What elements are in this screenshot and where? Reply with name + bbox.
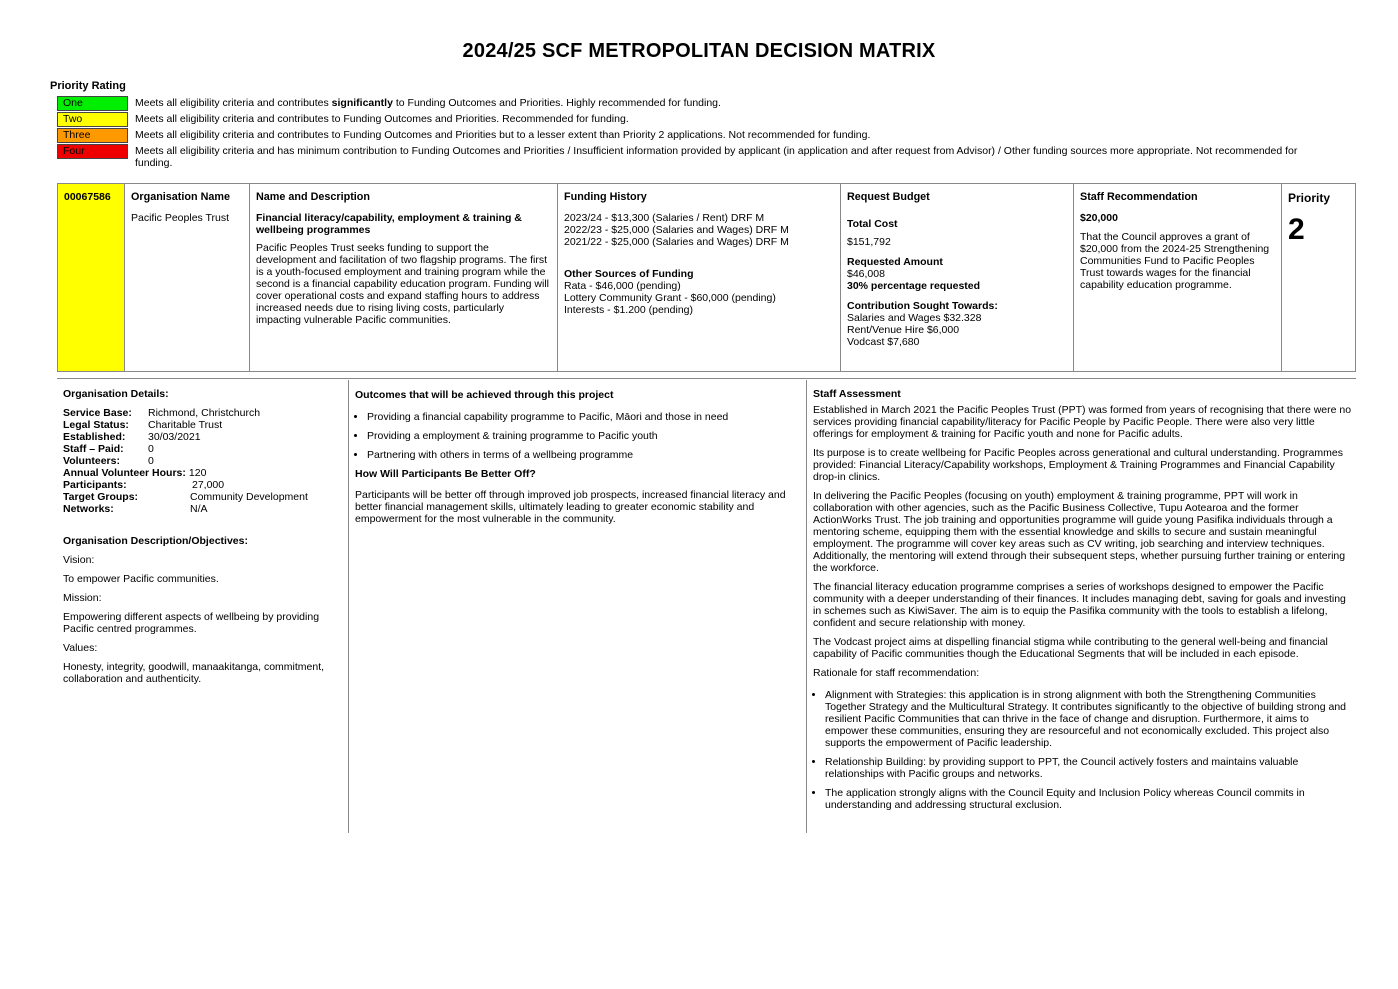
- priority-value: 2: [1288, 213, 1305, 246]
- other-source-item: Lottery Community Grant - $60,000 (pending): [564, 292, 776, 304]
- objectives-heading: Organisation Description/Objectives:: [63, 535, 248, 547]
- better-off-text: Participants will be better off through improved job prospects, increased financial literacy and better financial management skills, ultimately leading to greater economic stability and empowerment for the most vulnerable in the community.: [355, 489, 786, 525]
- funding-history-item: 2023/24 - $13,300 (Salaries / Rent) DRF M: [564, 212, 765, 224]
- detail-value: N/A: [190, 503, 208, 515]
- rationale-item: • Alignment with Strategies: this application is in strong alignment with both the Strengthening Communities Together Strategy and the Multicultural Strategy. It contributes significantly to the objective of building strong and resilient Pacific Communities that can thrive in the face of change and disruption. Furthermore, it aims to empower these communities, ensuring they are resourceful and not economically excluded. This project also supports the empowerment of Pacific leadership.: [825, 689, 1353, 749]
- name-description-header: Name and Description: [256, 191, 370, 203]
- outcome-item: • Providing a employment & training programme to Pacific youth: [367, 430, 795, 442]
- assessment-paragraph: Established in March 2021 the Pacific Peoples Trust (PPT) was formed from years of recognising that there were no services providing financial capability/literacy for Pacific People by Pacific People. There were also very little offerings for employment & training for Pacific youth and none for Pacific adults.: [813, 404, 1352, 440]
- rationale-item: • Relationship Building: by providing support to PPT, the Council actively fosters and maintains valuable relationships with Pacific groups and networks.: [825, 756, 1353, 780]
- detail-value: 30/03/2021: [148, 431, 201, 443]
- better-off-heading: How Will Participants Be Better Off?: [355, 468, 536, 480]
- organisation-name-header: Organisation Name: [131, 191, 230, 203]
- page-title: 2024/25 SCF METROPOLITAN DECISION MATRIX: [462, 40, 936, 62]
- priority-description: Meets all eligibility criteria and contributes to Funding Outcomes and Priorities but to a lesser extent than Priority 2 applications. Not recommended for funding.: [135, 129, 871, 141]
- detail-value: 0: [148, 455, 154, 467]
- funding-history-header: Funding History: [564, 191, 647, 203]
- detail-label: Established:: [63, 431, 126, 443]
- organisation-cell: [125, 184, 250, 371]
- priority-legend-row: [57, 144, 1317, 169]
- contribution-item: Vodcast $7,680: [847, 336, 920, 348]
- description-cell: [250, 184, 558, 371]
- detail-label: Annual Volunteer Hours:: [63, 467, 186, 479]
- column-divider: [806, 380, 807, 833]
- vision-label: Vision:: [63, 554, 95, 566]
- detail-value: 0: [148, 443, 154, 455]
- outcomes-panel: [355, 389, 795, 525]
- priority-swatch-four: Four: [57, 144, 128, 159]
- staff-recommendation-amount: $20,000: [1080, 212, 1118, 224]
- assessment-paragraph: The Vodcast project aims at dispelling financial stigma while contributing to the general well-being and financial capability of Pacific communities though the Educational Segments that will be included in each episode.: [813, 636, 1328, 660]
- staff-recommendation-text: That the Council approves a grant of $20,000 from the 2024-25 Strengthening Communities Fund to Pacific Peoples Trust towards wages for the financial capability education programme.: [1080, 231, 1270, 291]
- detail-row: [63, 431, 338, 443]
- detail-label: Staff – Paid:: [63, 443, 124, 455]
- organisation-details-panel: [63, 388, 338, 692]
- staff-recommendation-cell: [1074, 184, 1282, 371]
- requested-amount-label: Requested Amount: [847, 256, 943, 268]
- detail-label: Target Groups:: [63, 491, 139, 503]
- rationale-label: Rationale for staff recommendation:: [813, 667, 980, 679]
- priority-description: Meets all eligibility criteria and has minimum contribution to Funding Outcomes and Priorities / Insufficient information provided by applicant (in application and after request from Advisor) / Other funding sources more appropriate. Not recommended for funding.: [135, 145, 1298, 169]
- priority-description: [135, 96, 721, 109]
- values-text: Honesty, integrity, goodwill, manaakitanga, commitment, collaboration and authenticity.: [63, 661, 325, 685]
- priority-description: Meets all eligibility criteria and contributes to Funding Outcomes and Priorities. Recommended for funding.: [135, 113, 629, 125]
- detail-row: [63, 503, 338, 515]
- funding-cell: [558, 184, 841, 371]
- requested-amount-value: $46,008: [847, 268, 885, 280]
- priority-swatch-two: Two: [57, 112, 128, 127]
- priority-description-emphasis: significantly: [331, 97, 393, 109]
- outcome-item: • Partnering with others in terms of a wellbeing programme: [367, 449, 795, 461]
- vision-text: To empower Pacific communities.: [63, 573, 219, 585]
- priority-swatch-one: One: [57, 96, 128, 111]
- assessment-paragraph: Its purpose is to create wellbeing for Pacific Peoples across generational and cultural understanding. Programmes provided: Financial Literacy/Capability workshops, Employment & Training Programmes and Financial Capability drop-in clinics.: [813, 447, 1343, 483]
- contribution-label: Contribution Sought Towards:: [847, 300, 998, 312]
- funding-history-item: 2022/23 - $25,000 (Salaries and Wages) DRF M: [564, 224, 789, 236]
- priority-legend-row: [57, 112, 1317, 127]
- funding-history-item: 2021/22 - $25,000 (Salaries and Wages) DRF M: [564, 236, 789, 248]
- rationale-list: [813, 689, 1353, 811]
- assessment-paragraph: In delivering the Pacific Peoples (focusing on youth) employment & training programme, PPT will work in collaboration with other agencies, such as the Pacific Business Collective, Tupu Aotearoa and the former ActionWorks Trust. The job training and opportunities programme will guide young Pasifika individuals through a mentoring scheme, equipping them with the essential knowledge and skills to secure and sustain meaningful employment. The programme will cover key areas such as CV writing, job searching and interview techniques. Additionally, the mentoring will extend through their subsequent steps, whether pursuing further training or entering the workforce.: [813, 490, 1346, 574]
- organisation-details-heading: Organisation Details:: [63, 388, 169, 400]
- priority-description-text: Meets all eligibility criteria and contributes: [135, 97, 332, 109]
- detail-value: Charitable Trust: [148, 419, 223, 431]
- detail-label: Service Base:: [63, 407, 132, 419]
- detail-row: [63, 443, 338, 455]
- project-description: Pacific Peoples Trust seeks funding to support the development and facilitation of two flagship programs. The first is a youth-focused employment and training program while the second is a financial capability education program. Funding will cover operational costs and expand staffing hours to address increased needs due to rising living costs, particularly impacting vulnerable Pacific communities.: [256, 242, 549, 326]
- priority-header: Priority: [1288, 191, 1331, 205]
- detail-label: Participants:: [63, 479, 127, 491]
- outcomes-list: [355, 411, 795, 461]
- priority-rating-heading: Priority Rating: [50, 80, 126, 92]
- detail-row: [63, 419, 338, 431]
- priority-legend: [57, 96, 1317, 170]
- rationale-item: • The application strongly aligns with the Council Equity and Inclusion Policy whereas Council commits in understanding and addressing structural exclusion.: [825, 787, 1353, 811]
- other-source-item: Rata - $46,000 (pending): [564, 280, 681, 292]
- values-label: Values:: [63, 642, 98, 654]
- detail-row: [63, 479, 338, 491]
- percentage-requested: 30% percentage requested: [847, 280, 981, 292]
- priority-description-text: to Funding Outcomes and Priorities. Highly recommended for funding.: [392, 97, 721, 109]
- detail-value: Richmond, Christchurch: [148, 407, 261, 419]
- staff-recommendation-header: Staff Recommendation: [1080, 191, 1198, 203]
- priority-swatch-three: Three: [57, 128, 128, 143]
- priority-legend-row: [57, 96, 1317, 111]
- application-summary-table: [57, 183, 1356, 372]
- contribution-item: Salaries and Wages $32.328: [847, 312, 982, 324]
- detail-value: Community Development: [190, 491, 308, 503]
- detail-value: 27,000: [192, 479, 225, 491]
- request-budget-header: Request Budget: [847, 191, 930, 203]
- mission-label: Mission:: [63, 592, 102, 604]
- priority-cell: [1282, 184, 1355, 371]
- column-divider: [348, 380, 349, 833]
- detail-label: Legal Status:: [63, 419, 129, 431]
- other-source-item: Interests - $1.200 (pending): [564, 304, 693, 316]
- outcomes-heading: Outcomes that will be achieved through this project: [355, 389, 614, 401]
- total-cost-value: $151,792: [847, 236, 891, 248]
- staff-assessment-panel: [813, 388, 1353, 818]
- detail-label: Volunteers:: [63, 455, 120, 467]
- staff-assessment-heading: Staff Assessment: [813, 388, 901, 400]
- mission-text: Empowering different aspects of wellbeing by providing Pacific centred programmes.: [63, 611, 320, 635]
- contribution-item: Rent/Venue Hire $6,000: [847, 324, 960, 336]
- application-id: 00067586: [64, 191, 111, 203]
- other-sources-header: Other Sources of Funding: [564, 268, 694, 280]
- detail-value: 120: [188, 467, 207, 479]
- detail-row: [63, 455, 338, 467]
- detail-row: [63, 407, 338, 419]
- total-cost-label: Total Cost: [847, 218, 898, 230]
- application-id-cell: [58, 184, 125, 371]
- section-divider: [57, 378, 1356, 379]
- detail-label: Networks:: [63, 503, 114, 515]
- outcome-item: • Providing a financial capability programme to Pacific, Māori and those in need: [367, 411, 795, 423]
- assessment-paragraph: The financial literacy education programme comprises a series of workshops designed to empower the Pacific community with a deeper understanding of their finances. It includes managing debt, saving for goals and investing in schemes such as KiwiSaver. The aim is to equip the Pasifika community with the tools to establish a lifelong, confident and secure relationship with money.: [813, 581, 1346, 629]
- detail-row: [63, 467, 338, 479]
- budget-cell: [841, 184, 1074, 371]
- detail-row: [63, 491, 338, 503]
- priority-legend-row: [57, 128, 1317, 143]
- organisation-name: Pacific Peoples Trust: [131, 212, 230, 224]
- project-name: Financial literacy/capability, employment & training & wellbeing programmes: [256, 212, 522, 236]
